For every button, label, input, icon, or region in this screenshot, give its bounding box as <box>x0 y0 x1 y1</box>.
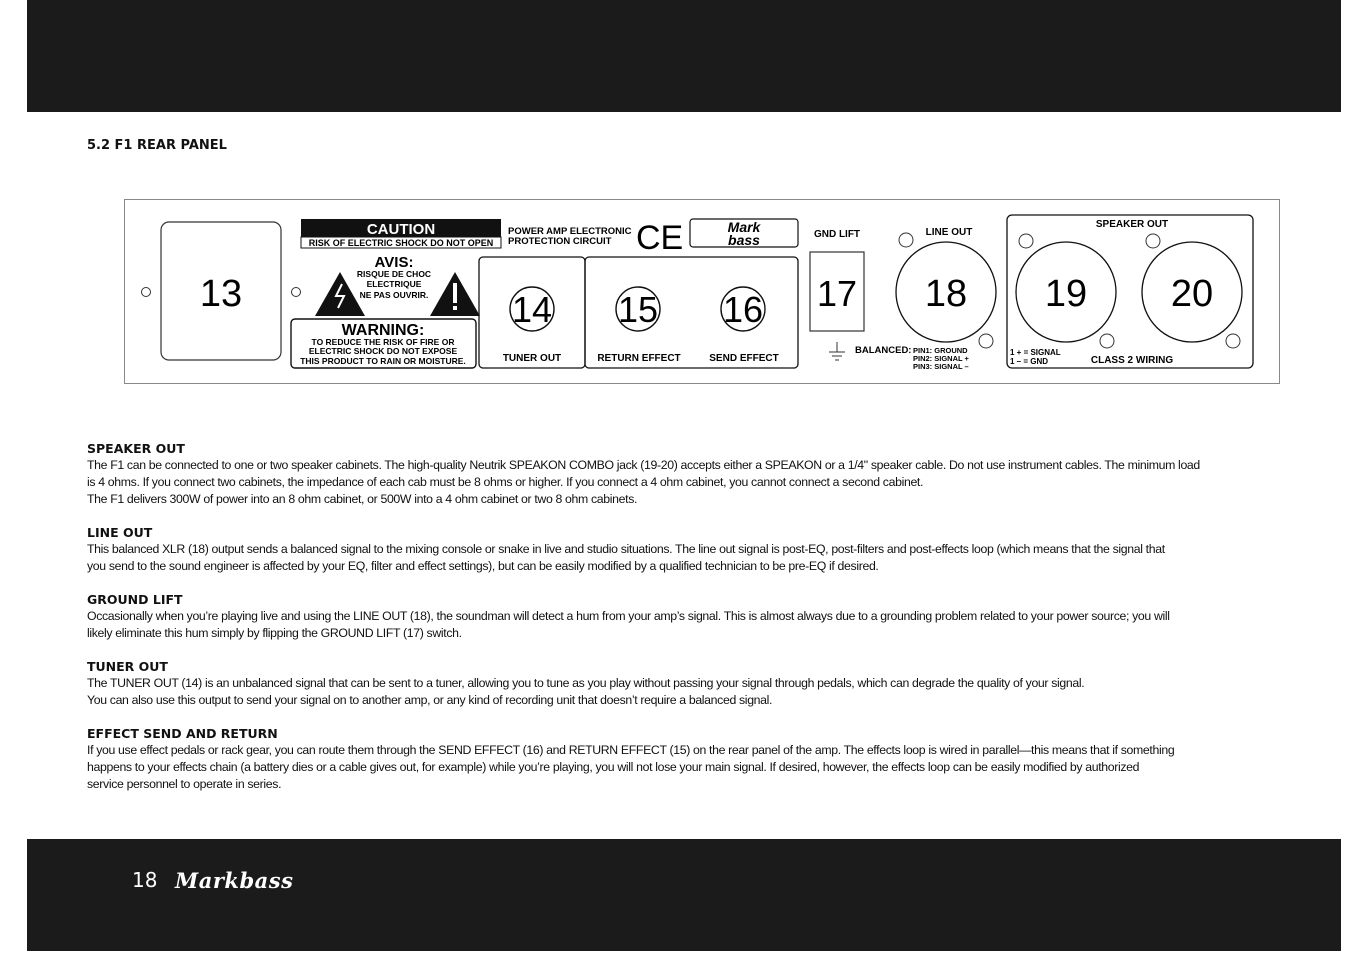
jack-18-label: 18 <box>924 273 968 315</box>
ce-mark: CE <box>636 219 684 257</box>
warning-line2: ELECTRIC SHOCK DO NOT EXPOSE <box>308 346 458 356</box>
warning-line3: THIS PRODUCT TO RAIN OR MOISTURE. <box>300 356 466 366</box>
speaker-out-section <box>87 440 1327 508</box>
warning-title: WARNING: <box>341 322 425 339</box>
rear-panel-diagram <box>0 0 1371 420</box>
effect-send-return-section <box>87 725 1327 793</box>
jack-19-label: 19 <box>1044 273 1088 315</box>
jack-16-label: 16 <box>722 289 764 330</box>
section-heading: TUNER OUT <box>87 659 168 674</box>
avis-title: AVIS: <box>374 254 414 271</box>
section-heading: GROUND LIFT <box>87 592 183 607</box>
section-line: The TUNER OUT (14) is an unbalanced signal that can be sent to a tuner, allowing you to tune as you play without passing your signal through pedals, which can degrade the quality of your signal. <box>87 676 1085 690</box>
pin1-label: PIN1: GROUND <box>913 346 968 355</box>
tuner-out-label: TUNER OUT <box>502 353 562 364</box>
power-amp-line2: PROTECTION CIRCUIT <box>508 236 612 247</box>
section-line: happens to your effects chain (a battery dies or a cable gives out, for example) while you’re playing, you will not lose your main signal. If desired, however, the effects loop can be easily modified by authorized <box>87 760 1140 774</box>
avis-line2: ELECTRIQUE <box>366 279 422 289</box>
send-effect-label: SEND EFFECT <box>709 353 779 364</box>
avis-line1: RISQUE DE CHOC <box>356 269 432 279</box>
line-out-section <box>87 524 1327 575</box>
section-line: is 4 ohms. If you connect two cabinets, the impedance of each cab must be 8 ohms or higher. If you connect a 4 ohm cabinet, you cannot connect a second cabinet. <box>87 475 924 489</box>
wiring-plus-label: 1 + = SIGNAL <box>1010 348 1061 357</box>
gnd-lift-label: GND LIFT <box>813 229 861 240</box>
footer-logo: Markbass <box>175 868 294 893</box>
return-effect-label: RETURN EFFECT <box>597 353 681 364</box>
jack-13-label: 13 <box>199 273 243 315</box>
section-line: you send to the sound engineer is affected by your EQ, filter and effect settings), but can be easily modified by a qualified technician to be pre-EQ if desired. <box>87 559 879 573</box>
warning-line1: TO REDUCE THE RISK OF FIRE OR <box>311 337 455 347</box>
line-out-label: LINE OUT <box>925 227 973 238</box>
section-heading: SPEAKER OUT <box>87 441 185 456</box>
section-line: This balanced XLR (18) output sends a balanced signal to the mixing console or snake in live and studio situations. The line out signal is post-EQ, post-filters and post-effects loop (which means that the signal that <box>87 542 1165 556</box>
tuner-out-section <box>87 658 1327 709</box>
footer-bar <box>27 839 1341 951</box>
pin2-label: PIN2: SIGNAL + <box>913 354 969 363</box>
section-line: If you use effect pedals or rack gear, you can route them through the SEND EFFECT (16) and RETURN EFFECT (15) on the rear panel of the amp. The effects loop is wired in parallel—this means that if something <box>87 743 1175 757</box>
page-number: 18 <box>132 868 158 892</box>
panel-logo-line1: Mark <box>727 219 761 235</box>
jack-15-label: 15 <box>617 289 659 330</box>
caution-title: CAUTION <box>366 221 436 238</box>
panel-logo-line2: bass <box>728 232 760 248</box>
caution-subtitle: RISK OF ELECTRIC SHOCK DO NOT OPEN <box>308 238 494 248</box>
section-line: service personnel to operate in series. <box>87 777 282 791</box>
balanced-label: BALANCED: <box>855 345 912 356</box>
section-line: You can also use this output to send your signal on to another amp, or any kind of recording unit that doesn’t require a balanced signal. <box>87 693 773 707</box>
ground-lift-section <box>87 591 1327 642</box>
jack-17-label: 17 <box>816 273 858 314</box>
section-heading: LINE OUT <box>87 525 153 540</box>
section-title: 5.2 F1 REAR PANEL <box>87 138 227 153</box>
section-line: The F1 delivers 300W of power into an 8 ohm cabinet, or 500W into a 4 ohm cabinet or two 8 ohm cabinets. <box>87 492 638 506</box>
section-line: likely eliminate this hum simply by flipping the GROUND LIFT (17) switch. <box>87 626 462 640</box>
class2-wiring-label: CLASS 2 WIRING <box>1090 355 1174 366</box>
section-heading: EFFECT SEND AND RETURN <box>87 726 278 741</box>
section-line: Occasionally when you’re playing live and using the LINE OUT (18), the soundman will detect a hum from your amp’s signal. This is almost always due to a grounding problem related to your power source; you will <box>87 609 1170 623</box>
avis-line3: NE PAS OUVRIR. <box>359 290 429 300</box>
wiring-minus-label: 1 – = GND <box>1010 357 1049 366</box>
jack-14-label: 14 <box>511 289 553 330</box>
jack-20-label: 20 <box>1170 273 1214 315</box>
section-line: The F1 can be connected to one or two speaker cabinets. The high-quality Neutrik SPEAKON COMBO jack (19-20) accepts either a SPEAKON or a 1/4" speaker cable. Do not use instrument cables. The minimum load <box>87 458 1200 472</box>
power-amp-line1: POWER AMP ELECTRONIC <box>508 226 632 237</box>
exclamation-mark-icon <box>453 283 457 303</box>
pin3-label: PIN3: SIGNAL – <box>913 362 969 371</box>
speaker-out-label: SPEAKER OUT <box>1095 219 1169 230</box>
